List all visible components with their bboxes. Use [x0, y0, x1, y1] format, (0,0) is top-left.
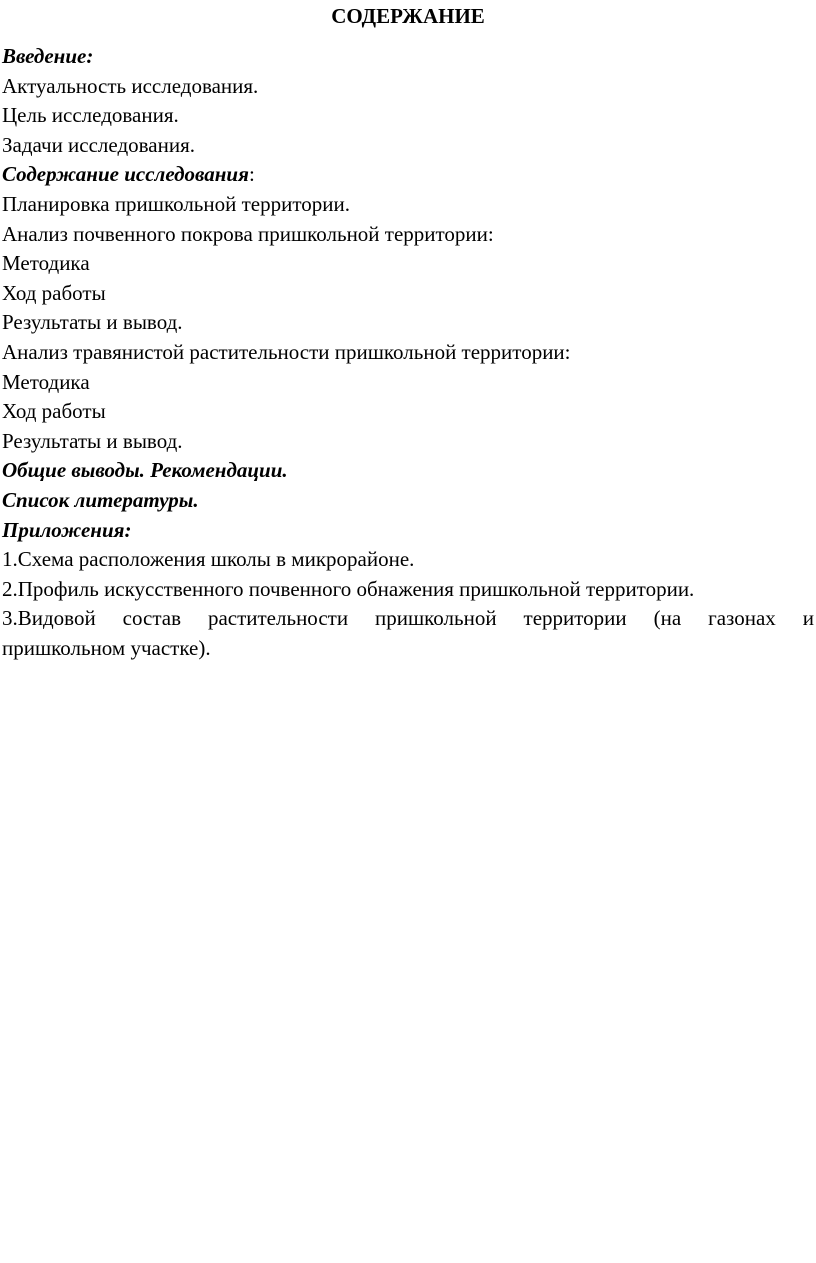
toc-heading-text: Введение:	[2, 44, 94, 68]
toc-item: Результаты и вывод.	[2, 428, 183, 453]
toc-heading-conclusions	[2, 456, 814, 486]
toc-heading-text: Список литературы.	[2, 487, 199, 512]
page-title: СОДЕРЖАНИЕ	[331, 4, 485, 28]
toc-heading-appendices	[2, 516, 814, 546]
toc-item: Ход работы	[2, 399, 106, 424]
toc-heading-text: Приложения:	[2, 517, 132, 542]
toc-heading-text: Содержание исследования	[2, 162, 249, 187]
toc-appendix-item: 3.Видовой состав растительности пришкольной территории (на газонах и	[2, 606, 814, 631]
toc-item: Анализ почвенного покрова пришкольной территории:	[2, 221, 494, 246]
toc-item: Задачи исследования.	[2, 132, 195, 157]
table-of-contents	[2, 42, 814, 663]
toc-item: Результаты и вывод.	[2, 310, 183, 335]
toc-heading-research-content	[2, 160, 814, 190]
toc-item: Анализ травянистой растительности пришкольной территории:	[2, 339, 571, 364]
toc-item: Методика	[2, 369, 90, 394]
toc-heading-suffix: :	[248, 162, 255, 187]
toc-item: Цель исследования.	[2, 103, 179, 128]
toc-item: Методика	[2, 251, 90, 276]
toc-appendix-item: 1.Схема расположения школы в микрорайоне.	[2, 547, 415, 572]
toc-appendix-item: 2.Профиль искусственного почвенного обнажения пришкольной территории.	[2, 576, 695, 601]
toc-item: Планировка пришкольной территории.	[2, 191, 350, 216]
toc-item: Актуальность исследования.	[2, 73, 259, 98]
toc-item: Ход работы	[2, 280, 106, 305]
toc-heading-references	[2, 486, 814, 516]
toc-heading-introduction	[2, 42, 814, 72]
toc-appendix-item-continuation: пришкольном участке).	[2, 635, 211, 660]
toc-heading-text: Общие выводы. Рекомендации.	[2, 458, 288, 483]
